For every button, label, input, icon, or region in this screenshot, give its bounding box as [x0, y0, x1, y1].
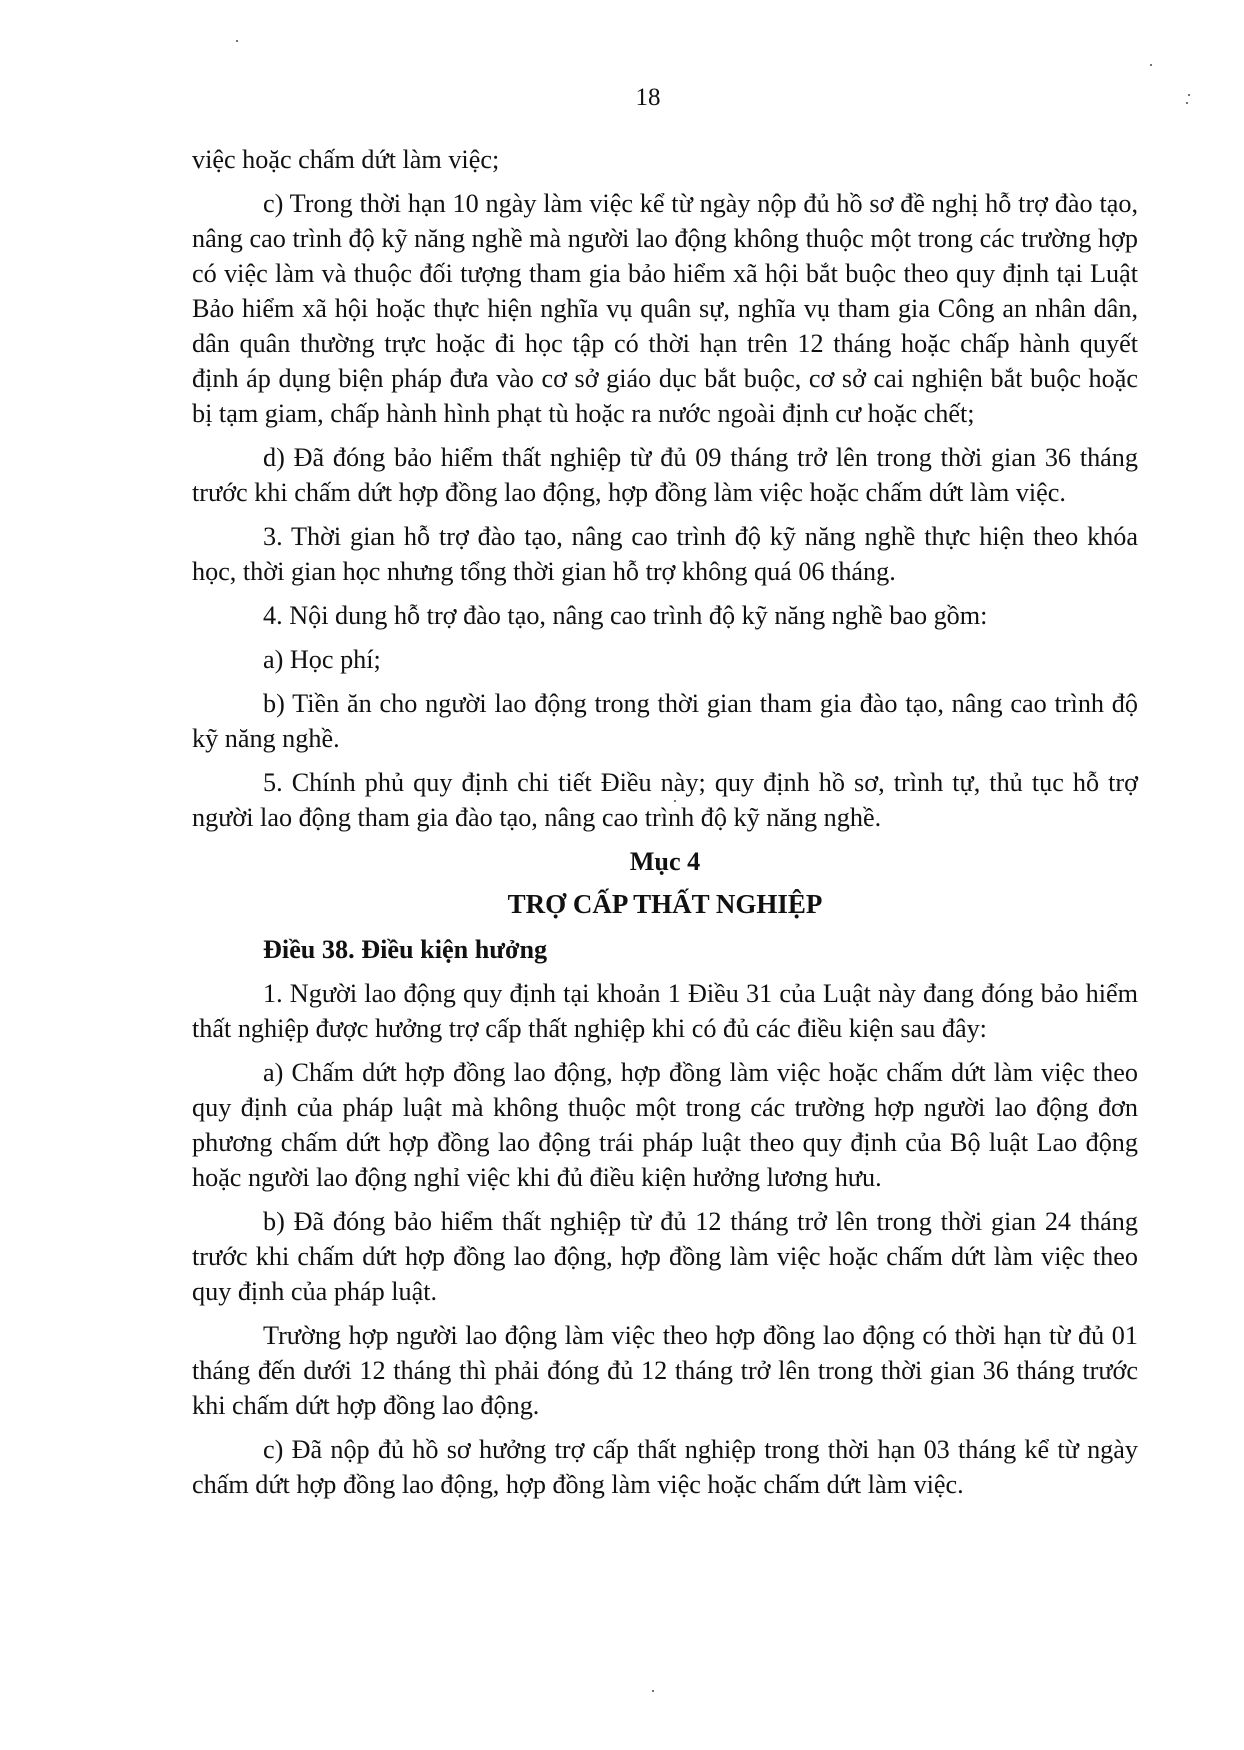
- scan-speck: [236, 40, 238, 42]
- paragraph-clause-3: 3. Thời gian hỗ trợ đào tạo, nâng cao trình độ kỹ năng nghề thực hiện theo khóa học, thời gian học nhưng tổng thời gian hỗ trợ không quá 06 tháng.: [192, 522, 1138, 586]
- paragraph-item-d: d) Đã đóng bảo hiểm thất nghiệp từ đủ 09 tháng trở lên trong thời gian 36 tháng trước khi chấm dứt hợp đồng lao động, hợp đồng làm việc hoặc chấm dứt làm việc.: [192, 443, 1138, 507]
- paragraph-item-c: c) Trong thời hạn 10 ngày làm việc kể từ ngày nộp đủ hồ sơ đề nghị hỗ trợ đào tạo, nâng cao trình độ kỹ năng nghề mà người lao động không thuộc một trong các trường hợp có việc làm và thuộc đối tượng tham gia bảo hiểm xã hội bắt buộc theo quy định tại Luật Bảo hiểm xã hội hoặc thực hiện nghĩa vụ quân sự, nghĩa vụ tham gia Công an nhân dân, dân quân thường trực hoặc đi học tập có thời hạn trên 12 tháng hoặc chấp hành quyết định áp dụng biện pháp đưa vào cơ sở giáo dục bắt buộc, cơ sở cai nghiện bắt buộc hoặc bị tạm giam, chấp hành hình phạt tù hoặc ra nước ngoài định cư hoặc chết;: [192, 189, 1138, 428]
- section-label: Mục 4: [629, 847, 701, 876]
- article-item-a: a) Chấm dứt hợp đồng lao động, hợp đồng làm việc hoặc chấm dứt làm việc theo quy định của pháp luật mà không thuộc một trong các trường hợp người lao động đơn phương chấm dứt hợp đồng lao động trái pháp luật theo quy định của Bộ luật Lao động hoặc người lao động nghỉ việc khi đủ điều kiện hưởng lương hưu.: [192, 1058, 1138, 1192]
- paragraph-item-b-meals: b) Tiền ăn cho người lao động trong thời gian tham gia đào tạo, nâng cao trình độ kỹ năng nghề.: [192, 689, 1138, 753]
- article-note: Trường hợp người lao động làm việc theo hợp đồng lao động có thời hạn từ đủ 01 tháng đến dưới 12 tháng thì phải đóng đủ 12 tháng trở lên trong thời gian 36 tháng trước khi chấm dứt hợp đồng lao động.: [192, 1321, 1138, 1420]
- paragraph-continuation: việc hoặc chấm dứt làm việc;: [192, 145, 500, 174]
- paragraph-item-a-tuition: a) Học phí;: [263, 645, 381, 674]
- scan-speck: [1186, 102, 1188, 104]
- article-item-b: b) Đã đóng bảo hiểm thất nghiệp từ đủ 12 tháng trở lên trong thời gian 24 tháng trước khi chấm dứt hợp đồng lao động, hợp đồng làm việc hoặc chấm dứt làm việc theo quy định của pháp luật.: [192, 1207, 1138, 1306]
- article-item-c: c) Đã nộp đủ hồ sơ hưởng trợ cấp thất nghiệp trong thời hạn 03 tháng kể từ ngày chấm dứt hợp đồng lao động, hợp đồng làm việc hoặc chấm dứt làm việc.: [192, 1435, 1138, 1499]
- scan-speck: [1188, 94, 1190, 96]
- scan-speck: [652, 1690, 654, 1692]
- scan-speck: [674, 800, 676, 802]
- paragraph-clause-4: 4. Nội dung hỗ trợ đào tạo, nâng cao trình độ kỹ năng nghề bao gồm:: [263, 601, 988, 630]
- paragraph-clause-5: 5. Chính phủ quy định chi tiết Điều này; quy định hồ sơ, trình tự, thủ tục hỗ trợ người lao động tham gia đào tạo, nâng cao trình độ kỹ năng nghề.: [192, 768, 1138, 832]
- document-body: [192, 142, 1138, 1511]
- scan-speck: [1150, 64, 1152, 66]
- page-number: 18: [635, 84, 661, 111]
- section-title: TRỢ CẤP THẤT NGHIỆP: [507, 889, 823, 919]
- article-title: Điều 38. Điều kiện hưởng: [263, 935, 548, 964]
- article-clause-1: 1. Người lao động quy định tại khoản 1 Điều 31 của Luật này đang đóng bảo hiểm thất nghiệp được hưởng trợ cấp thất nghiệp khi có đủ các điều kiện sau đây:: [192, 979, 1138, 1043]
